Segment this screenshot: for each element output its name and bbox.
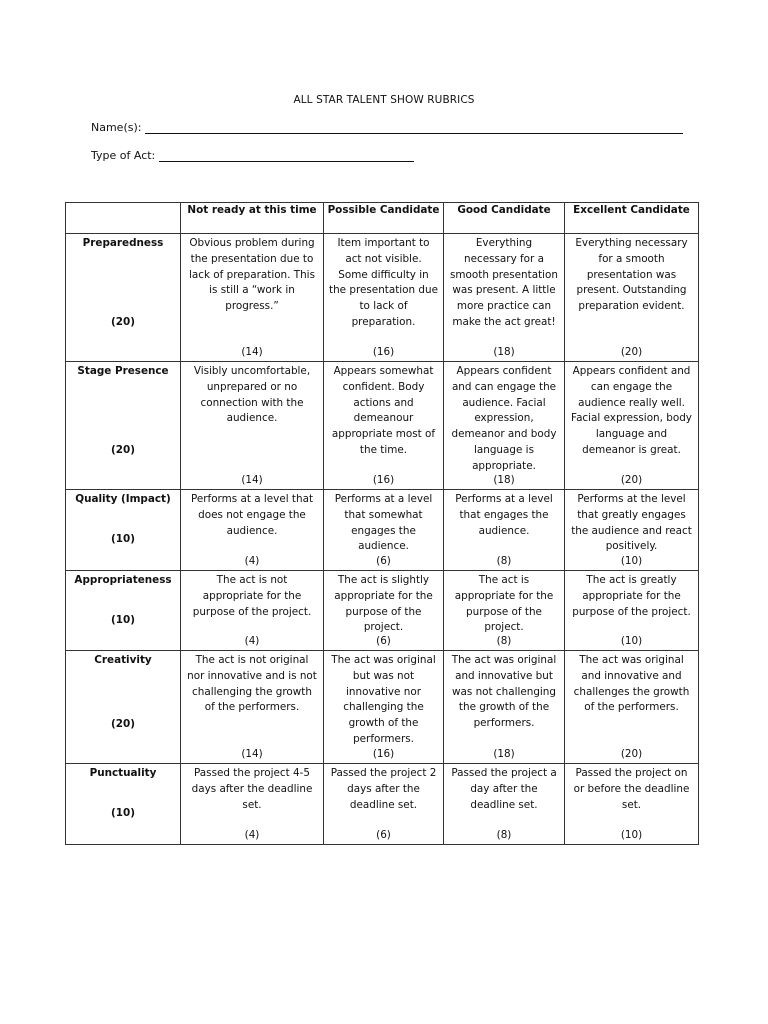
score-value: (18) <box>493 346 515 359</box>
descriptor-cell <box>565 764 699 845</box>
descriptor-text: Performs at a level that engages the audience. <box>455 493 553 537</box>
score-value: (4) <box>244 829 260 842</box>
rubric-row <box>66 764 699 845</box>
descriptor-text: The act is slightly appropriate for the purpose of the project. <box>334 574 433 634</box>
score-value: (6) <box>376 555 391 568</box>
descriptor-cell <box>444 764 565 845</box>
score-value: (8) <box>496 635 512 648</box>
descriptor-cell <box>565 651 699 764</box>
names-field <box>91 121 683 134</box>
criterion-name: Punctuality <box>89 767 157 779</box>
descriptor-text: Appears somewhat confident. Body actions and demeanour appropriate most of the time. <box>331 365 436 456</box>
descriptor-cell <box>444 234 565 362</box>
header-possible: Possible Candidate <box>324 203 444 234</box>
descriptor-cell <box>565 362 699 490</box>
descriptor-text: Performs at a level that somewhat engages the audience. <box>334 493 433 553</box>
criterion-name: Appropriateness <box>74 574 172 586</box>
descriptor-cell <box>181 651 324 764</box>
score-value: (18) <box>493 748 515 761</box>
descriptor-cell <box>181 571 324 651</box>
names-label: Name(s): <box>91 121 142 134</box>
rubric-row <box>66 490 699 571</box>
descriptor-text: Appears confident and can engage the audience. Facial expression, demeanor and body language is appropriate. <box>451 365 557 472</box>
descriptor-cell <box>565 490 699 571</box>
header-criterion <box>66 203 181 234</box>
score-value: (10) <box>620 635 643 648</box>
descriptor-text: The act is not original nor innovative and is not challenging the growth of the performers. <box>187 654 317 714</box>
descriptor-cell <box>181 764 324 845</box>
criterion-cell <box>66 764 181 845</box>
score-value: (6) <box>376 635 391 648</box>
criterion-name: Preparedness <box>82 237 164 249</box>
descriptor-text: Visibly uncomfortable, unprepared or no connection with the audience. <box>193 365 311 425</box>
criterion-name: Quality (Impact) <box>75 493 171 505</box>
descriptor-cell <box>324 362 444 490</box>
descriptor-text: The act was original but was not innovative nor challenging the growth of the performers. <box>331 654 436 745</box>
descriptor-text: The act is not appropriate for the purpose of the project. <box>192 574 312 618</box>
score-value: (6) <box>376 829 391 842</box>
descriptor-text: Passed the project 2 days after the deadline set. <box>330 767 437 811</box>
header-row <box>66 203 699 234</box>
score-value: (20) <box>620 346 643 359</box>
descriptor-cell <box>324 234 444 362</box>
criterion-points: (20) <box>111 717 135 730</box>
descriptor-cell <box>324 764 444 845</box>
descriptor-text: The act was original and innovative but was not challenging the growth of the performers. <box>451 654 557 730</box>
criterion-name: Stage Presence <box>77 365 169 377</box>
score-value: (16) <box>372 474 395 487</box>
descriptor-cell <box>324 571 444 651</box>
score-value: (8) <box>496 829 512 842</box>
descriptor-text: Item important to act not visible. Some difficulty in the presentation due to lack of preparation. <box>329 237 438 328</box>
rubric-row <box>66 362 699 490</box>
criterion-cell <box>66 362 181 490</box>
act-type-field <box>91 149 414 162</box>
score-value: (20) <box>620 474 643 487</box>
score-value: (14) <box>241 346 263 359</box>
header-not-ready: Not ready at this time <box>181 203 324 234</box>
descriptor-cell <box>444 651 565 764</box>
descriptor-text: Appears confident and can engage the audience really well. Facial expression, body language and demeanor is great. <box>571 365 692 456</box>
descriptor-cell <box>444 571 565 651</box>
act-type-blank-line <box>159 149 414 162</box>
score-value: (10) <box>620 829 643 842</box>
descriptor-text: Obvious problem during the presentation due to lack of preparation. This is still a “work in progress.” <box>189 237 315 313</box>
descriptor-cell <box>181 234 324 362</box>
descriptor-text: The act was original and innovative and challenges the growth of the performers. <box>573 654 690 714</box>
score-value: (16) <box>372 748 395 761</box>
criterion-cell <box>66 234 181 362</box>
criterion-cell <box>66 571 181 651</box>
rubric-row <box>66 234 699 362</box>
criterion-points: (10) <box>111 532 135 545</box>
criterion-points: (10) <box>111 613 135 626</box>
document-title: ALL STAR TALENT SHOW RUBRICS <box>293 94 475 106</box>
descriptor-cell <box>565 234 699 362</box>
criterion-name: Creativity <box>94 654 152 666</box>
score-value: (10) <box>620 555 643 568</box>
descriptor-text: Passed the project a day after the deadline set. <box>451 767 557 811</box>
descriptor-text: Passed the project on or before the deadline set. <box>573 767 690 811</box>
descriptor-text: Passed the project 4-5 days after the deadline set. <box>191 767 313 811</box>
score-value: (20) <box>620 748 643 761</box>
descriptor-text: The act is appropriate for the purpose of the project. <box>454 574 554 634</box>
header-good: Good Candidate <box>444 203 565 234</box>
descriptor-cell <box>444 490 565 571</box>
rubric-table <box>65 202 699 845</box>
criterion-points: (20) <box>111 315 135 328</box>
descriptor-text: Performs at the level that greatly engages the audience and react positively. <box>571 493 692 553</box>
descriptor-text: Everything necessary for a smooth presentation was present. A little more practice can make the act great! <box>450 237 558 328</box>
criterion-points: (20) <box>111 443 135 456</box>
rubric-row <box>66 651 699 764</box>
score-value: (18) <box>493 474 515 487</box>
descriptor-cell <box>324 490 444 571</box>
descriptor-cell <box>324 651 444 764</box>
descriptor-cell <box>565 571 699 651</box>
act-type-label: Type of Act: <box>91 149 156 162</box>
criterion-points: (10) <box>111 806 135 819</box>
header-excellent: Excellent Candidate <box>565 203 699 234</box>
descriptor-cell <box>181 490 324 571</box>
descriptor-text: Everything necessary for a smooth presentation was present. Outstanding preparation evident. <box>575 237 688 313</box>
score-value: (14) <box>241 474 263 487</box>
score-value: (8) <box>496 555 512 568</box>
score-value: (4) <box>244 635 260 648</box>
rubric-row <box>66 571 699 651</box>
criterion-cell <box>66 490 181 571</box>
descriptor-text: The act is greatly appropriate for the purpose of the project. <box>572 574 691 618</box>
descriptor-cell <box>181 362 324 490</box>
criterion-cell <box>66 651 181 764</box>
score-value: (4) <box>244 555 260 568</box>
descriptor-cell <box>444 362 565 490</box>
score-value: (16) <box>372 346 395 359</box>
descriptor-text: Performs at a level that does not engage the audience. <box>190 493 314 537</box>
names-blank-line <box>145 121 683 134</box>
score-value: (14) <box>241 748 263 761</box>
